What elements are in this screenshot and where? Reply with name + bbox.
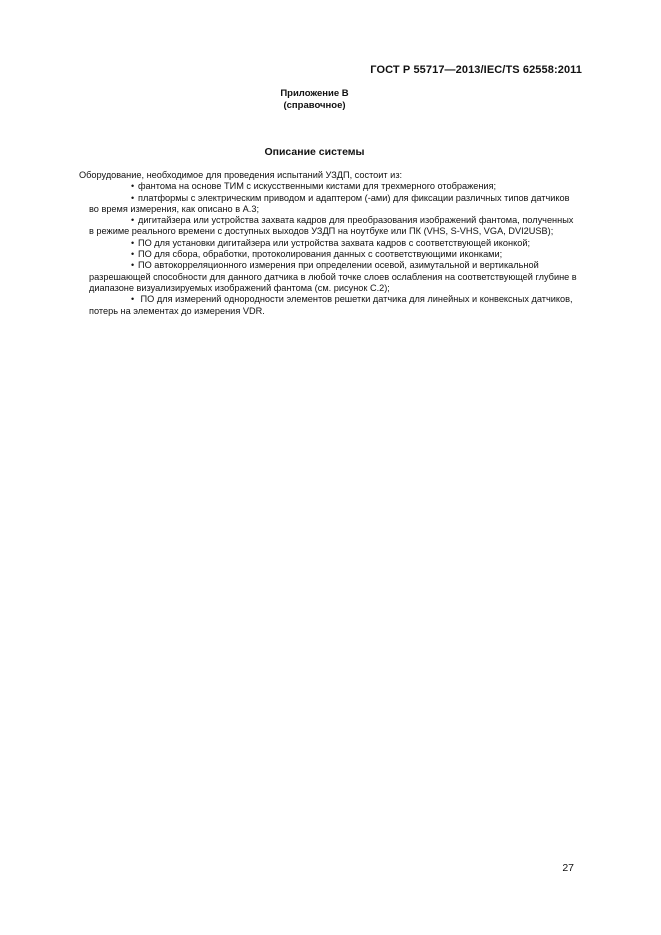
intro-paragraph: Оборудование, необходимое для проведения испытаний УЗДП, состоит из:	[79, 170, 403, 180]
page-number: 27	[562, 862, 574, 874]
list-item	[79, 215, 579, 238]
bullet-icon: •	[131, 181, 135, 192]
list-item-text: ПО для измерений однородности элементов решетки датчика для линейных и конвексных датчиков, потерь на элементах до измерения VDR.	[89, 294, 573, 316]
bullet-icon: •	[131, 192, 135, 203]
bullet-icon: •	[131, 249, 135, 260]
list-item-text: ПО для сбора, обработки, протоколирования данных с соответствующими иконками;	[138, 249, 503, 260]
appendix-subtitle: (справочное)	[283, 99, 346, 111]
list-item-text: фантома на основе ТИМ с искусственными кистами для трехмерного отображения;	[138, 181, 497, 192]
list-item-text: дигитайзера или устройства захвата кадров для преобразования изображений фантома, полученных в режиме реального времени с доступных выходов УЗДП на ноутбуке или ПК (VHS, S-VHS, VGA, DVI2USB);	[89, 215, 574, 237]
list-item-text: ПО автокорреляционного измерения при определении осевой, азимутальной и вертикальной разрешающей способности для данного датчика в любой точке слоев ослабления на соответствующей глубине в диапазоне визуализируемых изображений фантома (см. рисунок С.2);	[89, 260, 577, 293]
list-item	[79, 238, 579, 249]
standard-code-header: ГОСТ Р 55717—2013/IEC/TS 62558:2011	[370, 64, 582, 76]
list-item	[79, 249, 579, 260]
body-text	[79, 170, 579, 317]
list-item-text: ПО для установки дигитайзера или устройства захвата кадров с соответствующей иконкой;	[138, 237, 531, 248]
section-title: Описание системы	[264, 146, 365, 158]
list-item	[79, 294, 579, 317]
list-item	[79, 260, 579, 294]
appendix-title: Приложение В	[280, 88, 349, 99]
bullet-icon: •	[131, 260, 135, 271]
bullet-icon: •	[131, 294, 135, 305]
appendix-heading	[0, 88, 629, 111]
list-item-text: платформы с электрическим приводом и адаптером (-ами) для фиксации различных типов датчиков во время измерения, как описано в А.3;	[89, 192, 570, 214]
bullet-icon: •	[131, 215, 135, 226]
list-item	[79, 181, 579, 192]
bullet-icon: •	[131, 237, 135, 248]
list-item	[79, 193, 579, 216]
